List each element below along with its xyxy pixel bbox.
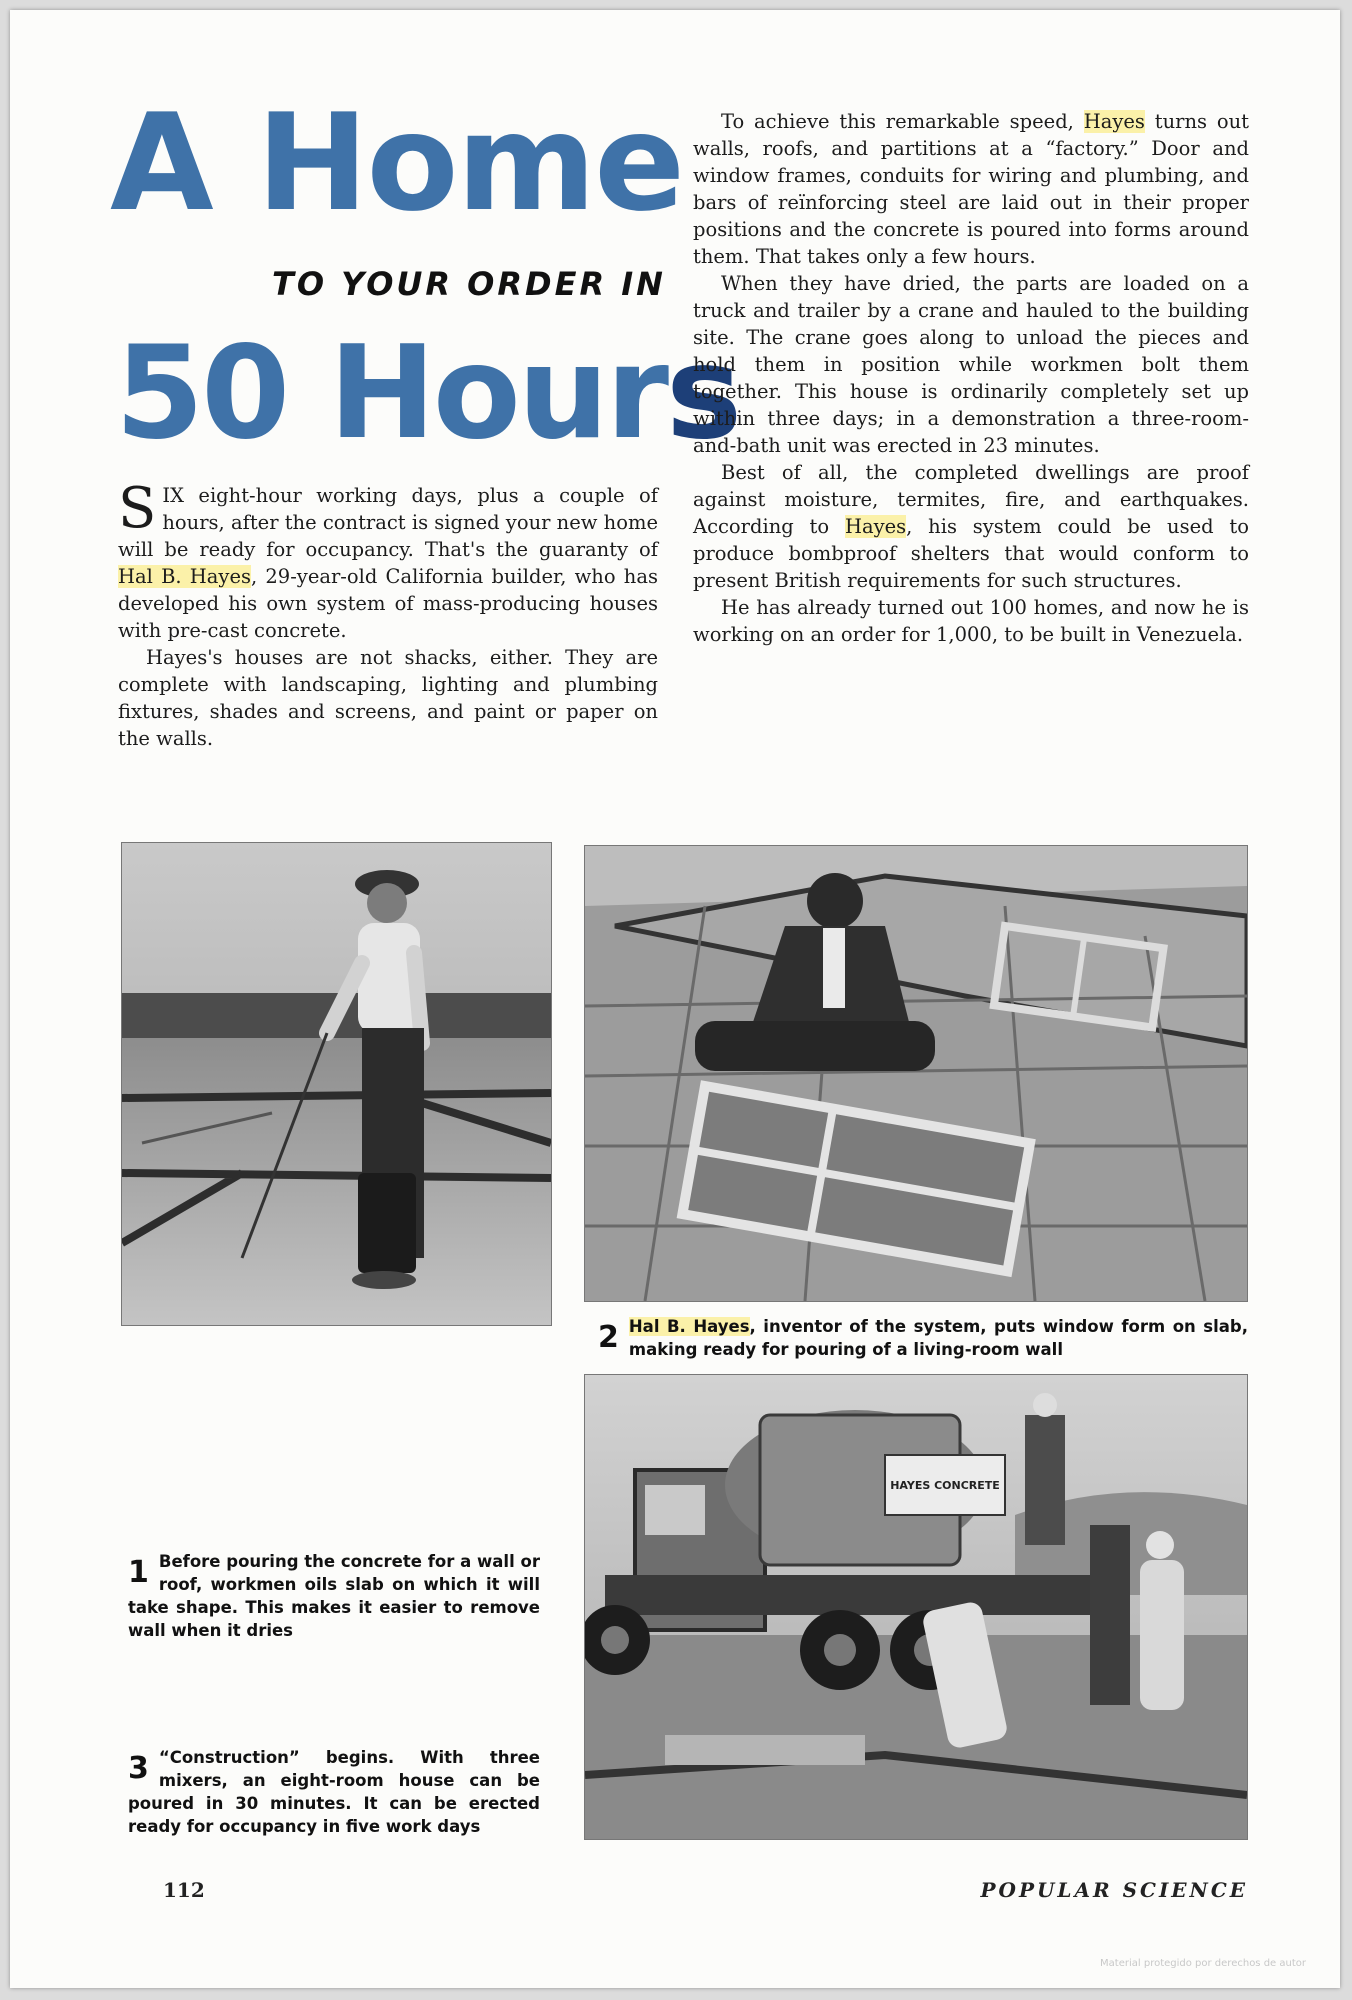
watermark: Material protegido por derechos de autor — [1100, 1958, 1306, 1969]
caption-1-number: 1 — [128, 1555, 149, 1590]
caption-1: 1 Before pouring the concrete for a wall or roof, workmen oils slab on which it will take shape. This makes it easier to remove wall when it dries — [128, 1552, 540, 1640]
caption-3-number: 3 — [128, 1751, 149, 1786]
magazine-page — [10, 10, 1340, 1988]
left-column — [118, 476, 658, 752]
right-paragraph-4: He has already turned out 100 homes, and now he is working on an order for 1,000, to be built in Venezuela. — [693, 596, 1249, 646]
caption-2: 2 Hal B. Hayes, inventor of the system, puts window form on slab, making ready for pouring of a living-room wall — [598, 1317, 1248, 1359]
truck-sign: HAYES CONCRETE — [890, 1479, 1000, 1492]
caption-3: 3 “Construction” begins. With three mixers, an eight-room house can be poured in 30 minutes. It can be erected ready for occupancy in five work days — [128, 1748, 540, 1836]
highlight-name: Hayes — [1083, 110, 1145, 133]
right-paragraph-2: When they have dried, the parts are loaded on a truck and trailer by a crane and hauled to the building site. The crane goes along to unload the pieces and hold them in position while workmen bolt them together. This house is ordinarily completely set up within three days; in a demonstration a three-room-and-bath unit was erected in 23 minutes. — [693, 272, 1249, 457]
highlight-name: Hayes — [844, 515, 907, 538]
left-paragraph-2: Hayes's houses are not shacks, either. They are complete with landscaping, lighting and plumbing fixtures, shades and screens, and paint or paper on the walls. — [118, 646, 658, 750]
headline-line-1: A Home — [110, 85, 684, 241]
photo-workman-oiling-slab — [121, 842, 552, 1326]
highlight-name: Hal B. Hayes — [628, 1317, 750, 1336]
right-paragraph-1: To achieve this remarkable speed, Hayes turns out walls, roofs, and partitions at a “factory.” Door and window frames, conduits for wiring and plumbing, and bars of reïnforcing steel are laid out in their proper positions and the concrete is poured into forms around them. That takes only a few hours. — [693, 110, 1249, 268]
page-number: 112 — [163, 1878, 205, 1902]
headline-line-3-last: s — [666, 319, 740, 468]
magazine-name: POPULAR SCIENCE — [980, 1878, 1248, 1902]
headline-line-3 — [115, 319, 740, 468]
headline-line-3-main: 50 Hour — [115, 319, 666, 468]
right-column — [693, 108, 1249, 648]
drop-cap: S — [118, 476, 157, 541]
right-paragraph-3: Best of all, the completed dwellings are proof against moisture, termites, fire, and earthquakes. According to Hayes, his system could be used to produce bombproof shelters that would conform to present British requirements for such structures. — [693, 461, 1249, 592]
highlight-name: Hal B. Hayes — [118, 565, 251, 588]
caption-2-number: 2 — [598, 1320, 619, 1355]
headline-line-2: TO YOUR ORDER IN — [272, 265, 666, 303]
photo-mixer-truck — [584, 1374, 1248, 1840]
photo-hayes-window-form — [584, 845, 1248, 1302]
left-paragraph-1: SIX eight-hour working days, plus a couple of hours, after the contract is signed your new home will be ready for occupancy. That's the guaranty of Hal B. Hayes, 29-year-old California builder, who has developed his own system of mass-producing houses with pre-cast concrete. — [118, 476, 658, 642]
